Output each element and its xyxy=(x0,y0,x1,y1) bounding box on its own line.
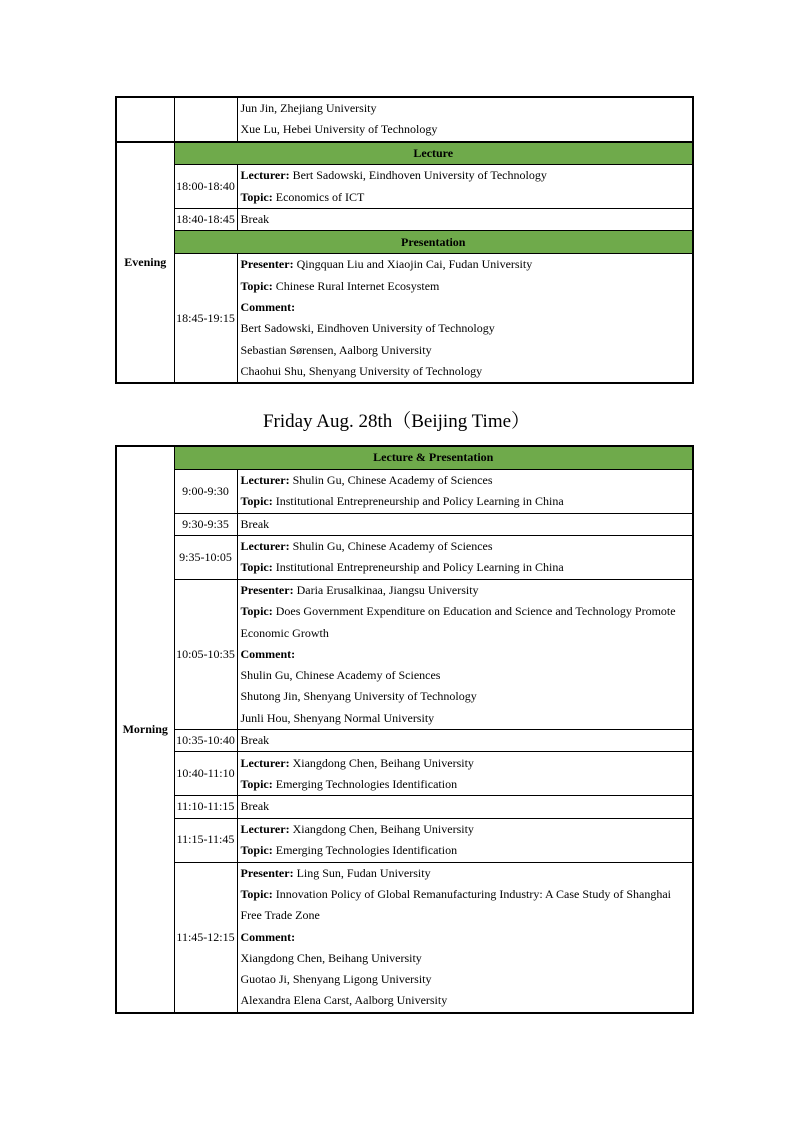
commenter-line: Shutong Jin, Shenyang University of Technology xyxy=(240,689,477,704)
day-title: Friday Aug. 28th（Beijing Time） xyxy=(262,411,531,433)
lecture-row xyxy=(116,469,693,513)
time-cell: 11:10-11:15 xyxy=(174,796,237,818)
presenter-label: Presenter: xyxy=(240,582,294,597)
lecture-header-row xyxy=(116,142,693,165)
presenter-line xyxy=(241,254,692,275)
time-cell: 10:40-11:10 xyxy=(174,752,237,796)
topic-text: Institutional Entrepreneurship and Policy Learning in China xyxy=(275,494,564,509)
lecturer-line xyxy=(241,470,692,491)
lecture-row xyxy=(116,165,693,209)
presentation-content-cell xyxy=(237,579,693,729)
comment-line xyxy=(241,297,692,318)
time-cell: 9:35-10:05 xyxy=(174,535,237,579)
lecture-section-header: Lecture xyxy=(174,142,693,165)
break-cell: Break xyxy=(237,209,693,231)
time-cell: 9:30-9:35 xyxy=(174,513,237,535)
topic-line xyxy=(241,491,692,512)
comment-line xyxy=(241,927,692,948)
presenter-name: Daria Erusalkinaa, Jiangsu University xyxy=(296,582,479,597)
lecture-presentation-header-row xyxy=(116,446,693,469)
lecturer-label: Lecturer: xyxy=(240,755,290,770)
lecturer-line xyxy=(241,536,692,557)
presentation-content-cell xyxy=(237,862,693,1013)
topic-label: Topic: xyxy=(240,843,273,858)
topic-line xyxy=(241,557,692,578)
commenter-line: Junli Hou, Shenyang Normal University xyxy=(240,710,435,725)
commenter-line: Bert Sadowski, Eindhoven University of Technology xyxy=(240,321,495,336)
lecture-row xyxy=(116,535,693,579)
break-row xyxy=(116,513,693,535)
topic-text: Does Government Expenditure on Education and Science and Technology Promote Economic Growth xyxy=(240,604,676,640)
lecture-content-cell xyxy=(237,535,693,579)
commenter-line: Guotao Ji, Shenyang Ligong University xyxy=(240,972,432,987)
topic-line xyxy=(241,884,692,927)
lecture-content-cell xyxy=(237,752,693,796)
carryover-commenters-row xyxy=(116,97,693,142)
commenter-line: Sebastian Sørensen, Aalborg University xyxy=(240,342,432,357)
commenter-line: Xue Lu, Hebei University of Technology xyxy=(240,122,438,137)
time-cell: 11:45-12:15 xyxy=(174,862,237,1013)
lecturer-name: Shulin Gu, Chinese Academy of Sciences xyxy=(292,539,493,554)
lecture-content-cell xyxy=(237,165,693,209)
presentation-header-row xyxy=(116,231,693,254)
break-cell: Break xyxy=(237,730,693,752)
commenter-line: Shulin Gu, Chinese Academy of Sciences xyxy=(240,668,441,683)
presentation-section-header: Presentation xyxy=(174,231,693,254)
lecture-row xyxy=(116,818,693,862)
time-cell: 9:00-9:30 xyxy=(174,469,237,513)
comment-line xyxy=(241,644,692,665)
lecturer-label: Lecturer: xyxy=(240,472,290,487)
empty-time-cell xyxy=(174,97,237,142)
presenter-name: Ling Sun, Fudan University xyxy=(296,865,431,880)
presenter-label: Presenter: xyxy=(240,257,294,272)
lecturer-name: Xiangdong Chen, Beihang University xyxy=(292,821,474,836)
evening-schedule-table xyxy=(115,96,694,384)
topic-label: Topic: xyxy=(240,560,273,575)
presenter-line xyxy=(241,580,692,601)
lecturer-line xyxy=(241,819,692,840)
commenter-line: Alexandra Elena Carst, Aalborg University xyxy=(240,993,448,1008)
break-cell: Break xyxy=(237,513,693,535)
lecturer-label: Lecturer: xyxy=(240,539,290,554)
topic-line xyxy=(241,276,692,297)
topic-label: Topic: xyxy=(240,886,273,901)
time-cell: 10:35-10:40 xyxy=(174,730,237,752)
commenter-line: Jun Jin, Zhejiang University xyxy=(240,101,377,115)
carryover-commenters-cell xyxy=(237,97,693,142)
lecture-content-cell xyxy=(237,818,693,862)
commenter-line: Chaohui Shu, Shenyang University of Technology xyxy=(240,363,483,378)
topic-label: Topic: xyxy=(240,494,273,509)
presenter-name: Qingquan Liu and Xiaojin Cai, Fudan University xyxy=(296,257,533,272)
presentation-row xyxy=(116,579,693,729)
topic-line xyxy=(241,187,692,208)
time-cell: 10:05-10:35 xyxy=(174,579,237,729)
topic-label: Topic: xyxy=(240,776,273,791)
lecturer-line xyxy=(241,165,692,186)
session-label-evening: Evening xyxy=(116,142,174,384)
topic-label: Topic: xyxy=(240,278,273,293)
lecturer-line xyxy=(241,753,692,774)
time-cell: 18:00-18:40 xyxy=(174,165,237,209)
presentation-content-cell xyxy=(237,254,693,383)
topic-text: Emerging Technologies Identification xyxy=(275,843,458,858)
time-cell: 18:45-19:15 xyxy=(174,254,237,383)
lecturer-label: Lecturer: xyxy=(240,168,290,183)
presenter-label: Presenter: xyxy=(240,865,294,880)
lecturer-label: Lecturer: xyxy=(240,821,290,836)
time-cell: 11:15-11:45 xyxy=(174,818,237,862)
topic-line xyxy=(241,840,692,861)
topic-label: Topic: xyxy=(240,604,273,619)
topic-line xyxy=(241,774,692,795)
topic-text: Institutional Entrepreneurship and Policy Learning in China xyxy=(275,560,564,575)
topic-text: Emerging Technologies Identification xyxy=(275,776,458,791)
topic-label: Topic: xyxy=(240,189,273,204)
topic-text: Chinese Rural Internet Ecosystem xyxy=(275,278,440,293)
time-cell: 18:40-18:45 xyxy=(174,209,237,231)
comment-label: Comment: xyxy=(240,929,296,944)
topic-text: Innovation Policy of Global Remanufacturing Industry: A Case Study of Shanghai Free Trade Zone xyxy=(240,886,672,923)
comment-label: Comment: xyxy=(240,646,296,661)
lecture-content-cell xyxy=(237,469,693,513)
presenter-line xyxy=(241,863,692,884)
break-cell: Break xyxy=(237,796,693,818)
morning-schedule-table xyxy=(115,445,694,1014)
lecturer-name: Bert Sadowski, Eindhoven University of Technology xyxy=(292,168,547,183)
break-row xyxy=(116,796,693,818)
break-row xyxy=(116,730,693,752)
break-row xyxy=(116,209,693,231)
empty-session-cell xyxy=(116,97,174,142)
topic-text: Economics of ICT xyxy=(275,189,365,204)
lecture-presentation-section-header: Lecture & Presentation xyxy=(174,446,693,469)
comment-label: Comment: xyxy=(240,299,296,314)
lecturer-name: Shulin Gu, Chinese Academy of Sciences xyxy=(292,472,493,487)
presentation-row xyxy=(116,862,693,1013)
lecturer-name: Xiangdong Chen, Beihang University xyxy=(292,755,474,770)
session-label-morning: Morning xyxy=(116,446,174,1013)
topic-line xyxy=(241,601,692,644)
lecture-row xyxy=(116,752,693,796)
presentation-row xyxy=(116,254,693,383)
commenter-line: Xiangdong Chen, Beihang University xyxy=(240,950,422,965)
